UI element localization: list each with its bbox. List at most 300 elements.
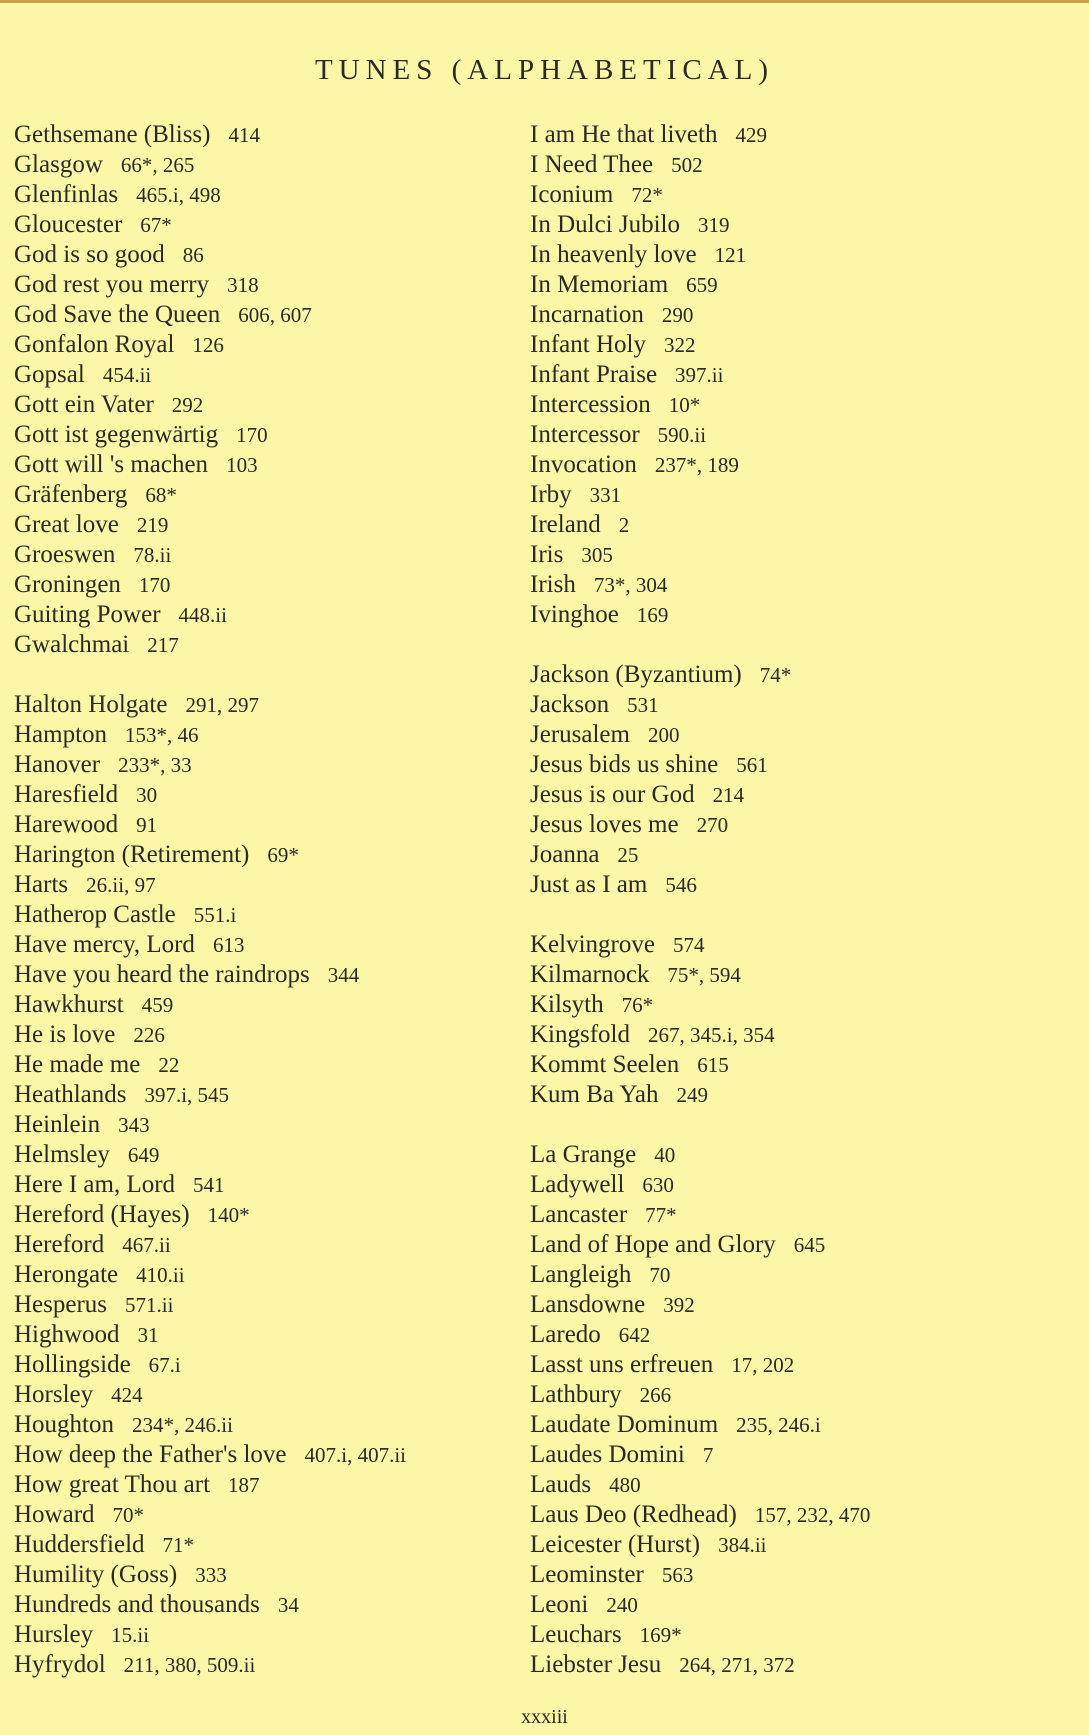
index-entry bbox=[530, 1080, 1070, 1110]
index-entry bbox=[14, 600, 514, 630]
tune-name: Heathlands bbox=[14, 1081, 127, 1108]
tune-name: Infant Holy bbox=[530, 331, 646, 358]
tune-name: Kum Ba Yah bbox=[530, 1081, 659, 1108]
index-entry bbox=[14, 1170, 514, 1200]
index-entry bbox=[14, 750, 514, 780]
tune-name: Jackson bbox=[530, 691, 610, 718]
index-entry bbox=[14, 1110, 514, 1140]
index-entry bbox=[530, 210, 1070, 240]
hymn-numbers: 649 bbox=[127, 1143, 160, 1167]
tune-name: Gloucester bbox=[14, 211, 123, 238]
tune-name: Infant Praise bbox=[530, 361, 658, 388]
tune-name: Hereford bbox=[14, 1231, 105, 1258]
index-entry bbox=[14, 1230, 514, 1260]
index-entry bbox=[14, 1530, 514, 1560]
tune-name: Just as I am bbox=[530, 871, 648, 898]
tune-name: Helmsley bbox=[14, 1141, 110, 1168]
tune-name: Kommt Seelen bbox=[530, 1051, 680, 1078]
tune-name: Houghton bbox=[14, 1411, 114, 1438]
index-entry bbox=[530, 1320, 1070, 1350]
page-number: xxxiii bbox=[521, 1706, 568, 1728]
tune-name: Laus Deo (Redhead) bbox=[530, 1501, 737, 1528]
index-entry bbox=[14, 930, 514, 960]
hymn-numbers: 642 bbox=[618, 1323, 651, 1347]
hymn-numbers: 73*, 304 bbox=[593, 573, 668, 597]
hymn-numbers: 217 bbox=[147, 633, 179, 657]
tune-name: Kingsfold bbox=[530, 1021, 630, 1048]
tune-name: Jesus is our God bbox=[530, 781, 695, 808]
tune-name: Gonfalon Royal bbox=[14, 331, 175, 358]
index-entry bbox=[530, 570, 1070, 600]
index-entry bbox=[530, 480, 1070, 510]
hymn-numbers: 571.ii bbox=[125, 1293, 174, 1317]
hymn-numbers: 384.ii bbox=[718, 1533, 767, 1557]
index-entry bbox=[14, 1500, 514, 1530]
hymn-numbers: 270 bbox=[696, 813, 729, 837]
tune-name: God rest you merry bbox=[14, 271, 210, 298]
hymn-numbers: 613 bbox=[212, 933, 245, 957]
tune-name: Harington (Retirement) bbox=[14, 841, 250, 868]
hymn-numbers: 76* bbox=[621, 993, 654, 1017]
index-entry bbox=[14, 540, 514, 570]
index-entry bbox=[530, 1350, 1070, 1380]
index-entry bbox=[530, 240, 1070, 270]
tune-name: Laredo bbox=[530, 1321, 601, 1348]
hymn-numbers: 563 bbox=[661, 1563, 694, 1587]
tune-name: Humility (Goss) bbox=[14, 1561, 178, 1588]
index-entry bbox=[14, 1320, 514, 1350]
tune-name: Horsley bbox=[14, 1381, 94, 1408]
tune-name: Lasst uns erfreuen bbox=[530, 1351, 714, 1378]
index-entry bbox=[14, 150, 514, 180]
hymn-numbers: 170 bbox=[138, 573, 171, 597]
index-entry bbox=[14, 1620, 514, 1650]
tune-name: Jerusalem bbox=[530, 721, 630, 748]
index-entry bbox=[14, 1290, 514, 1320]
index-entry bbox=[14, 510, 514, 540]
page-title: TUNES (ALPHABETICAL) bbox=[314, 54, 775, 86]
tune-name: Herongate bbox=[14, 1261, 119, 1288]
tune-name: Hyfrydol bbox=[14, 1651, 106, 1678]
tune-name: Kilmarnock bbox=[530, 961, 650, 988]
hymn-numbers: 31 bbox=[137, 1323, 159, 1347]
tune-name: Land of Hope and Glory bbox=[530, 1231, 776, 1258]
tune-name: Heinlein bbox=[14, 1111, 101, 1138]
index-entry bbox=[530, 810, 1070, 840]
hymn-numbers: 344 bbox=[327, 963, 360, 987]
hymn-numbers: 659 bbox=[686, 273, 718, 297]
tune-name: Gwalchmai bbox=[14, 631, 130, 658]
hymn-numbers: 290 bbox=[661, 303, 694, 327]
index-entry bbox=[530, 270, 1070, 300]
hymn-numbers: 72* bbox=[631, 183, 663, 207]
index-entry bbox=[530, 1260, 1070, 1290]
hymn-numbers: 541 bbox=[193, 1173, 225, 1197]
hymn-numbers: 75*, 594 bbox=[667, 963, 741, 987]
tune-name: Hursley bbox=[14, 1621, 94, 1648]
hymn-numbers: 531 bbox=[627, 693, 659, 717]
hymn-numbers: 630 bbox=[642, 1173, 674, 1197]
index-entry bbox=[530, 1290, 1070, 1320]
index-entry bbox=[14, 360, 514, 390]
tune-name: Glenfinlas bbox=[14, 181, 119, 208]
hymn-numbers: 91 bbox=[136, 813, 158, 837]
index-entry bbox=[14, 1200, 514, 1230]
tune-name: Halton Holgate bbox=[14, 691, 168, 718]
hymn-numbers: 322 bbox=[663, 333, 696, 357]
tune-name: Lauds bbox=[530, 1471, 592, 1498]
hymn-numbers: 467.ii bbox=[122, 1233, 171, 1257]
index-entry bbox=[530, 1200, 1070, 1230]
index-entry bbox=[14, 960, 514, 990]
tune-name: Leominster bbox=[530, 1561, 644, 1588]
index-entry bbox=[530, 450, 1070, 480]
tune-name: In Memoriam bbox=[530, 271, 669, 298]
hymn-numbers: 103 bbox=[226, 453, 258, 477]
section-gap bbox=[530, 1110, 1070, 1140]
index-entry bbox=[530, 330, 1070, 360]
tune-name: Hollingside bbox=[14, 1351, 131, 1378]
hymn-numbers: 249 bbox=[676, 1083, 708, 1107]
hymn-numbers: 169 bbox=[636, 603, 669, 627]
hymn-numbers: 551.i bbox=[193, 903, 237, 927]
tune-name: Hesperus bbox=[14, 1291, 108, 1318]
hymn-numbers: 86 bbox=[182, 243, 204, 267]
index-entry bbox=[14, 720, 514, 750]
hymn-numbers: 331 bbox=[589, 483, 622, 507]
section-gap bbox=[530, 900, 1070, 930]
top-border bbox=[0, 0, 1089, 3]
index-entry bbox=[14, 390, 514, 420]
index-entry bbox=[14, 330, 514, 360]
hymn-numbers: 266 bbox=[639, 1383, 672, 1407]
hymn-numbers: 78.ii bbox=[133, 543, 172, 567]
hymn-numbers: 459 bbox=[141, 993, 174, 1017]
index-entry bbox=[530, 540, 1070, 570]
index-entry bbox=[530, 510, 1070, 540]
index-entry bbox=[530, 960, 1070, 990]
index-entry bbox=[530, 600, 1070, 630]
tune-name: Haresfield bbox=[14, 781, 119, 808]
hymn-numbers: 226 bbox=[133, 1023, 165, 1047]
hymn-numbers: 267, 345.i, 354 bbox=[648, 1023, 775, 1047]
hymn-numbers: 71* bbox=[162, 1533, 195, 1557]
hymn-numbers: 615 bbox=[697, 1053, 729, 1077]
index-entry bbox=[14, 810, 514, 840]
tune-name: Kelvingrove bbox=[530, 931, 655, 958]
hymn-numbers: 465.i, 498 bbox=[136, 183, 221, 207]
tune-name: Leoni bbox=[530, 1591, 589, 1618]
tune-name: Howard bbox=[14, 1501, 95, 1528]
index-entry bbox=[14, 1020, 514, 1050]
hymn-numbers: 211, 380, 509.ii bbox=[123, 1653, 256, 1677]
tune-name: Highwood bbox=[14, 1321, 120, 1348]
tune-name: In Dulci Jubilo bbox=[530, 211, 680, 238]
hymn-numbers: 74* bbox=[759, 663, 792, 687]
index-entry bbox=[530, 660, 1070, 690]
hymn-numbers: 410.ii bbox=[136, 1263, 185, 1287]
index-entry bbox=[14, 1590, 514, 1620]
tune-name: Iris bbox=[530, 541, 564, 568]
index-entry bbox=[530, 420, 1070, 450]
index-entry bbox=[14, 1050, 514, 1080]
hymn-numbers: 319 bbox=[698, 213, 730, 237]
hymn-numbers: 77* bbox=[645, 1203, 677, 1227]
tune-name: Huddersfield bbox=[14, 1531, 145, 1558]
hymn-numbers: 343 bbox=[118, 1113, 150, 1137]
tune-name: Intercessor bbox=[530, 421, 640, 448]
tune-name: Hereford (Hayes) bbox=[14, 1201, 190, 1228]
hymn-numbers: 424 bbox=[111, 1383, 143, 1407]
hymn-numbers: 429 bbox=[735, 123, 767, 147]
tune-name: Laudate Dominum bbox=[530, 1411, 719, 1438]
hymn-numbers: 140* bbox=[207, 1203, 250, 1227]
tune-name: Ladywell bbox=[530, 1171, 625, 1198]
index-entry bbox=[530, 690, 1070, 720]
hymn-numbers: 10* bbox=[668, 393, 701, 417]
index-entry bbox=[530, 750, 1070, 780]
tune-name: Jesus bids us shine bbox=[530, 751, 719, 778]
hymn-numbers: 153*, 46 bbox=[125, 723, 199, 747]
hymn-numbers: 407.i, 407.ii bbox=[304, 1443, 407, 1467]
index-entry bbox=[14, 1650, 514, 1680]
tune-name: Joanna bbox=[530, 841, 600, 868]
index-entry bbox=[14, 870, 514, 900]
hymn-numbers: 70* bbox=[112, 1503, 145, 1527]
hymn-numbers: 291, 297 bbox=[185, 693, 259, 717]
hymn-numbers: 67* bbox=[140, 213, 172, 237]
tune-name: Lansdowne bbox=[530, 1291, 646, 1318]
tune-name: God Save the Queen bbox=[14, 301, 221, 328]
hymn-numbers: 264, 271, 372 bbox=[679, 1653, 795, 1677]
hymn-numbers: 414 bbox=[228, 123, 260, 147]
tune-name: Hundreds and thousands bbox=[14, 1591, 260, 1618]
hymn-numbers: 574 bbox=[672, 933, 705, 957]
tune-name: Jackson (Byzantium) bbox=[530, 661, 742, 688]
hymn-numbers: 546 bbox=[665, 873, 697, 897]
index-entry bbox=[530, 720, 1070, 750]
hymn-numbers: 40 bbox=[654, 1143, 676, 1167]
index-entry bbox=[14, 240, 514, 270]
index-entry bbox=[14, 420, 514, 450]
tune-name: Hawkhurst bbox=[14, 991, 124, 1018]
index-entry bbox=[14, 1350, 514, 1380]
tune-name: Intercession bbox=[530, 391, 651, 418]
index-entry bbox=[14, 300, 514, 330]
index-entry bbox=[14, 1380, 514, 1410]
tune-name: Hanover bbox=[14, 751, 101, 778]
section-gap bbox=[14, 660, 514, 690]
tune-name: How great Thou art bbox=[14, 1471, 211, 1498]
hymn-numbers: 561 bbox=[736, 753, 768, 777]
tune-name: Glasgow bbox=[14, 151, 103, 178]
index-entry bbox=[530, 1470, 1070, 1500]
hymn-numbers: 590.ii bbox=[657, 423, 707, 447]
hymn-numbers: 7 bbox=[702, 1443, 714, 1467]
left-column bbox=[14, 120, 514, 1680]
tune-name: Leicester (Hurst) bbox=[530, 1531, 701, 1558]
hymn-numbers: 480 bbox=[609, 1473, 641, 1497]
index-entry bbox=[14, 630, 514, 660]
hymn-numbers: 157, 232, 470 bbox=[754, 1503, 871, 1527]
hymn-numbers: 121 bbox=[714, 243, 747, 267]
hymn-numbers: 68* bbox=[145, 483, 177, 507]
hymn-numbers: 25 bbox=[617, 843, 639, 867]
hymn-numbers: 606, 607 bbox=[238, 303, 312, 327]
tune-name: Groeswen bbox=[14, 541, 116, 568]
index-entry bbox=[530, 1650, 1070, 1680]
tune-name: Iconium bbox=[530, 181, 614, 208]
hymn-numbers: 645 bbox=[793, 1233, 826, 1257]
tune-name: Ireland bbox=[530, 511, 601, 538]
hymn-numbers: 34 bbox=[277, 1593, 299, 1617]
hymn-numbers: 17, 202 bbox=[731, 1353, 795, 1377]
tune-name: Hatherop Castle bbox=[14, 901, 176, 928]
section-gap bbox=[530, 630, 1070, 660]
index-entry bbox=[14, 1410, 514, 1440]
index-entry bbox=[530, 1380, 1070, 1410]
index-entry bbox=[530, 1170, 1070, 1200]
tune-name: Gott ist gegenwärtig bbox=[14, 421, 219, 448]
tune-name: I Need Thee bbox=[530, 151, 654, 178]
index-entry bbox=[530, 1050, 1070, 1080]
index-entry bbox=[14, 1260, 514, 1290]
tune-name: Guiting Power bbox=[14, 601, 161, 628]
tune-name: Gott ein Vater bbox=[14, 391, 154, 418]
hymn-numbers: 30 bbox=[136, 783, 158, 807]
hymn-numbers: 219 bbox=[136, 513, 169, 537]
index-entry bbox=[530, 840, 1070, 870]
index-entry bbox=[14, 1440, 514, 1470]
index-entry bbox=[14, 1560, 514, 1590]
tune-name: Invocation bbox=[530, 451, 637, 478]
tune-name: Liebster Jesu bbox=[530, 1651, 662, 1678]
tune-name: Langleigh bbox=[530, 1261, 632, 1288]
tune-name: Jesus loves me bbox=[530, 811, 679, 838]
tune-name: Lathbury bbox=[530, 1381, 622, 1408]
index-entry bbox=[530, 1020, 1070, 1050]
hymn-numbers: 454.ii bbox=[102, 363, 152, 387]
hymn-numbers: 333 bbox=[195, 1563, 227, 1587]
hymn-numbers: 69* bbox=[267, 843, 299, 867]
index-entry bbox=[530, 120, 1070, 150]
tune-name: He made me bbox=[14, 1051, 141, 1078]
tune-name: Have you heard the raindrops bbox=[14, 961, 310, 988]
index-entry bbox=[14, 210, 514, 240]
tune-name: Kilsyth bbox=[530, 991, 604, 1018]
index-entry bbox=[530, 1230, 1070, 1260]
tune-name: Gräfenberg bbox=[14, 481, 128, 508]
hymn-numbers: 240 bbox=[606, 1593, 638, 1617]
hymn-numbers: 67.i bbox=[148, 1353, 181, 1377]
tune-name: I am He that liveth bbox=[530, 121, 718, 148]
hymn-numbers: 233*, 33 bbox=[118, 753, 192, 777]
index-entry bbox=[14, 570, 514, 600]
hymn-numbers: 126 bbox=[192, 333, 224, 357]
index-entry bbox=[14, 1080, 514, 1110]
index-entry bbox=[530, 390, 1070, 420]
hymn-numbers: 187 bbox=[228, 1473, 260, 1497]
index-entry bbox=[530, 150, 1070, 180]
tune-name: Irish bbox=[530, 571, 576, 598]
index-entry bbox=[530, 360, 1070, 390]
tune-name: In heavenly love bbox=[530, 241, 697, 268]
right-column bbox=[530, 120, 1070, 1680]
tune-name: He is love bbox=[14, 1021, 116, 1048]
index-entry bbox=[530, 780, 1070, 810]
index-entry bbox=[14, 180, 514, 210]
hymn-numbers: 397.i, 545 bbox=[144, 1083, 230, 1107]
tune-name: God is so good bbox=[14, 241, 165, 268]
hymn-numbers: 15.ii bbox=[111, 1623, 150, 1647]
index-entry bbox=[530, 1590, 1070, 1620]
hymn-numbers: 292 bbox=[171, 393, 204, 417]
hymn-numbers: 70 bbox=[649, 1263, 671, 1287]
index-entry bbox=[530, 1140, 1070, 1170]
tune-name: Groningen bbox=[14, 571, 121, 598]
tune-name: Gethsemane (Bliss) bbox=[14, 121, 211, 148]
index-entry bbox=[530, 1500, 1070, 1530]
tune-name: How deep the Father's love bbox=[14, 1441, 287, 1468]
index-entry bbox=[14, 780, 514, 810]
index-entry bbox=[530, 990, 1070, 1020]
hymn-numbers: 392 bbox=[663, 1293, 695, 1317]
hymn-numbers: 200 bbox=[647, 723, 680, 747]
hymn-numbers: 26.ii, 97 bbox=[86, 873, 156, 897]
index-entry bbox=[14, 480, 514, 510]
index-entry bbox=[14, 690, 514, 720]
index-entry bbox=[14, 450, 514, 480]
index-entry bbox=[530, 930, 1070, 960]
index-entry bbox=[14, 840, 514, 870]
hymn-numbers: 169* bbox=[639, 1623, 682, 1647]
hymn-numbers: 235, 246.i bbox=[736, 1413, 821, 1437]
index-entry bbox=[530, 1560, 1070, 1590]
tune-name: La Grange bbox=[530, 1141, 637, 1168]
index-entry bbox=[14, 1470, 514, 1500]
hymn-numbers: 318 bbox=[227, 273, 259, 297]
index-entry bbox=[530, 180, 1070, 210]
hymn-numbers: 502 bbox=[671, 153, 703, 177]
hymn-numbers: 22 bbox=[158, 1053, 180, 1077]
index-entry bbox=[14, 120, 514, 150]
hymn-numbers: 397.ii bbox=[675, 363, 724, 387]
tune-name: Lancaster bbox=[530, 1201, 628, 1228]
hymn-numbers: 234*, 246.ii bbox=[132, 1413, 233, 1437]
tune-name: Gopsal bbox=[14, 361, 85, 388]
hymn-numbers: 448.ii bbox=[178, 603, 227, 627]
hymn-numbers: 2 bbox=[618, 513, 630, 537]
hymn-numbers: 214 bbox=[712, 783, 745, 807]
tune-name: Great love bbox=[14, 511, 119, 538]
index-entry bbox=[14, 990, 514, 1020]
hymn-numbers: 305 bbox=[581, 543, 613, 567]
tune-name: Harewood bbox=[14, 811, 119, 838]
tune-name: Here I am, Lord bbox=[14, 1171, 176, 1198]
index-entry bbox=[530, 1440, 1070, 1470]
tune-name: Hampton bbox=[14, 721, 108, 748]
tune-name: Laudes Domini bbox=[530, 1441, 685, 1468]
index-entry bbox=[14, 1140, 514, 1170]
tune-name: Harts bbox=[14, 871, 69, 898]
tune-name: Incarnation bbox=[530, 301, 644, 328]
tune-name: Have mercy, Lord bbox=[14, 931, 195, 958]
hymn-numbers: 170 bbox=[236, 423, 268, 447]
index-entry bbox=[530, 1620, 1070, 1650]
tune-name: Leuchars bbox=[530, 1621, 622, 1648]
index-entry bbox=[530, 870, 1070, 900]
tune-name: Irby bbox=[530, 481, 572, 508]
